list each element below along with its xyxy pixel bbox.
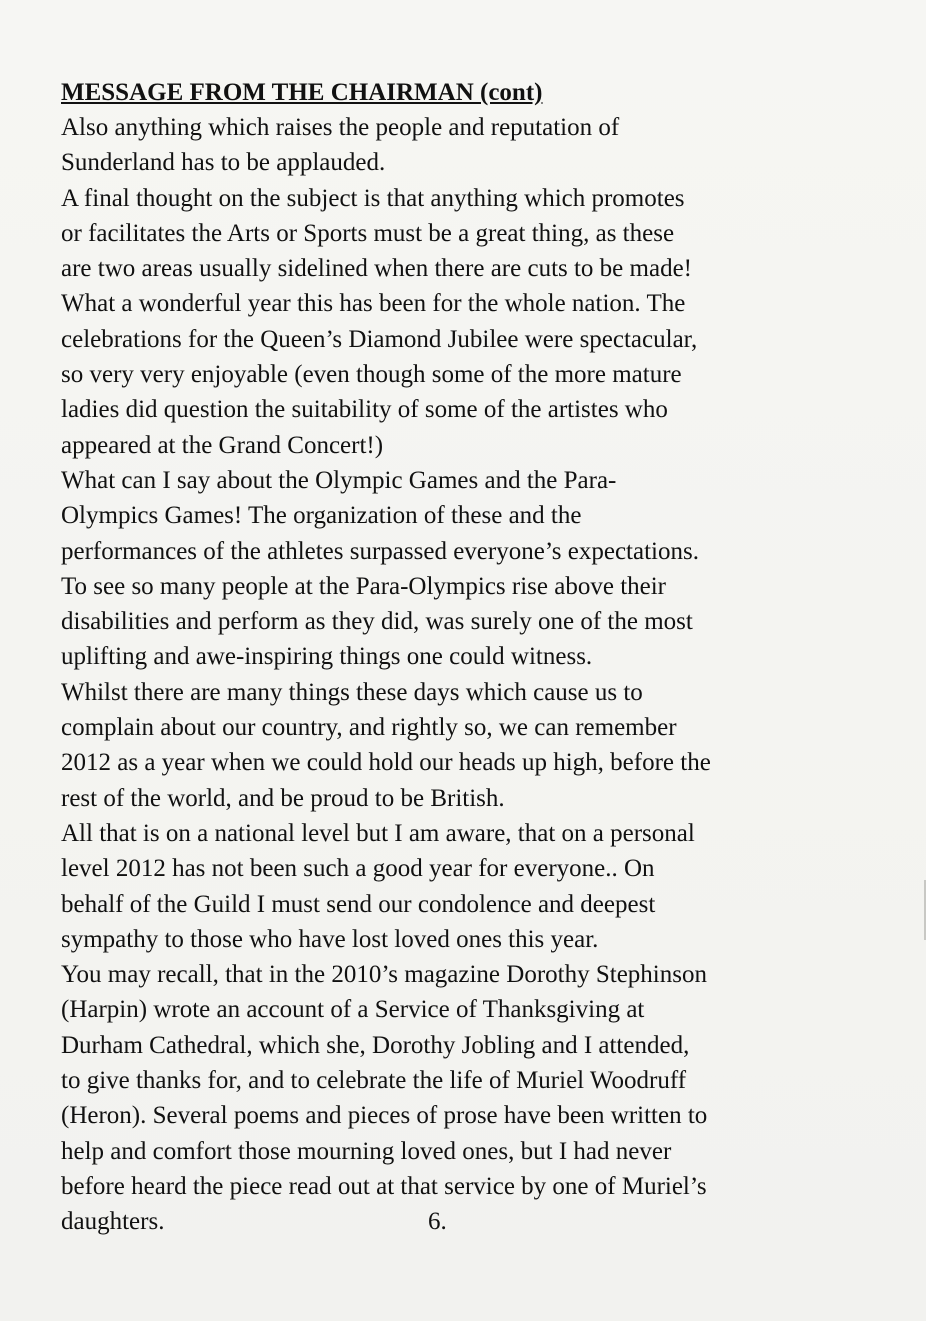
text-line: sympathy to those who have lost loved ones this year. (61, 925, 599, 953)
paragraph-lines (61, 110, 881, 1240)
page-number: 6. (428, 1208, 447, 1236)
text-line: appeared at the Grand Concert!) (61, 431, 384, 459)
text-line: rest of the world, and be proud to be British. (61, 784, 505, 812)
text-line: (Heron). Several poems and pieces of prose have been written to (61, 1102, 708, 1130)
text-line: behalf of the Guild I must send our condolence and deepest (61, 890, 656, 918)
text-line: level 2012 has not been such a good year for everyone.. On (61, 855, 655, 883)
text-line: Whilst there are many things these days which cause us to (61, 678, 643, 706)
text-line: To see so many people at the Para-Olympics rise above their (61, 572, 667, 600)
text-line: so very very enjoyable (even though some of the more mature (61, 361, 682, 389)
document-body (61, 76, 881, 1240)
section-heading: MESSAGE FROM THE CHAIRMAN (cont) (61, 79, 543, 106)
text-line: What can I say about the Olympic Games and the Para- (61, 466, 617, 494)
text-line: complain about our country, and rightly so, we can remember (61, 714, 677, 742)
text-line: What a wonderful year this has been for the whole nation. The (61, 290, 686, 318)
text-line: (Harpin) wrote an account of a Service of Thanksgiving at (61, 996, 645, 1024)
text-line: Durham Cathedral, which she, Dorothy Jobling and I attended, (61, 1031, 690, 1059)
text-line: to give thanks for, and to celebrate the life of Muriel Woodruff (61, 1067, 687, 1095)
text-line: help and comfort those mourning loved ones, but I had never (61, 1137, 672, 1165)
text-line: performances of the athletes surpassed everyone’s expectations. (61, 537, 699, 565)
text-line: or facilitates the Arts or Sports must be a great thing, as these (61, 219, 675, 247)
text-line: ladies did question the suitability of some of the artistes who (61, 396, 668, 424)
text-line: A final thought on the subject is that anything which promotes (61, 184, 685, 212)
text-line: daughters. (61, 1208, 165, 1236)
text-line: celebrations for the Queen’s Diamond Jubilee were spectacular, (61, 325, 698, 353)
text-line: disabilities and perform as they did, was surely one of the most (61, 608, 693, 636)
text-line: 2012 as a year when we could hold our heads up high, before the (61, 749, 711, 777)
text-line: uplifting and awe-inspiring things one could witness. (61, 643, 593, 671)
text-line: Olympics Games! The organization of these and the (61, 502, 582, 530)
text-line: You may recall, that in the 2010’s magazine Dorothy Stephinson (61, 961, 707, 989)
text-line: are two areas usually sidelined when there are cuts to be made! (61, 255, 692, 283)
final-line (61, 1204, 881, 1239)
text-line: before heard the piece read out at that service by one of Muriel’s (61, 1172, 707, 1200)
text-line: Also anything which raises the people and reputation of (61, 114, 620, 141)
text-line: Sunderland has to be applauded. (61, 149, 386, 177)
text-line: All that is on a national level but I am aware, that on a personal (61, 819, 695, 847)
